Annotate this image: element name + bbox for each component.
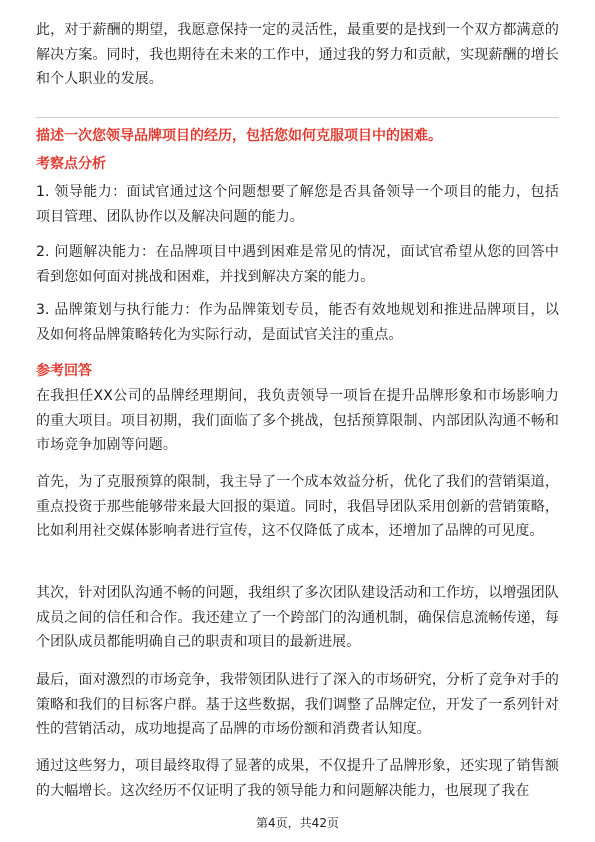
answer-paragraph-5: 通过这些努力，项目最终取得了显著的成果，不仅提升了品牌形象，还实现了销售额的大幅增长。这次经历不仅证明了我的领导能力和问题解决能力，也展现了我在 [36, 758, 559, 799]
analysis-item-1: 1. 领导能力：面试官通过这个问题想要了解您是否具备领导一个项目的能力，包括项目管理、团队协作以及解决问题的能力。 [36, 184, 559, 225]
section-divider [36, 117, 559, 118]
analysis-item-3: 3. 品牌策划与执行能力：作为品牌策划专员，能否有效地规划和推进品牌项目，以及如何将品牌策略转化为实际行动，是面试官关注的重点。 [36, 302, 559, 343]
answer-paragraph-3: 其次，针对团队沟通不畅的问题，我组织了多次团队建设活动和工作坊，以增强团队成员之间的信任和合作。我还建立了一个跨部门的沟通机制，确保信息流畅传递，每个团队成员都能明确自己的职责和项目的最新进展。 [36, 585, 559, 651]
answer-heading: 参考回答 [36, 363, 92, 379]
answer-paragraph-4: 最后，面对激烈的市场竞争，我带领团队进行了深入的市场研究，分析了竞争对手的策略和我们的目标客户群。基于这些数据，我们调整了品牌定位，开发了一系列针对性的营销活动，成功地提高了品牌的市场份额和消费者认知度。 [36, 672, 559, 738]
question-title: 描述一次您领导品牌项目的经历，包括您如何克服项目中的困难。 [36, 128, 442, 144]
page-number: 第4页，共42页 [256, 816, 339, 830]
analysis-heading: 考察点分析 [36, 156, 106, 172]
analysis-item-2: 2. 问题解决能力：在品牌项目中遇到困难是常见的情况，面试官希望从您的回答中看到您如何面对挑战和困难，并找到解决方案的能力。 [36, 244, 559, 285]
answer-paragraph-1: 在我担任XX公司的品牌经理期间，我负责领导一项旨在提升品牌形象和市场影响力的重大项目。项目初期，我们面临了多个挑战，包括预算限制、内部团队沟通不畅和市场竞争加剧等问题。 [36, 388, 559, 454]
previous-answer-paragraph: 此，对于薪酬的期望，我愿意保持一定的灵活性，最重要的是找到一个双方都满意的解决方案。同时，我也期待在未来的工作中，通过我的努力和贡献，实现薪酬的增长和个人职业的发展。 [36, 22, 559, 88]
answer-paragraph-2: 首先，为了克服预算的限制，我主导了一个成本效益分析，优化了我们的营销渠道，重点投资于那些能够带来最大回报的渠道。同时，我倡导团队采用创新的营销策略，比如利用社交媒体影响者进行宣传，这不仅降低了成本，还增加了品牌的可见度。 [36, 474, 559, 540]
